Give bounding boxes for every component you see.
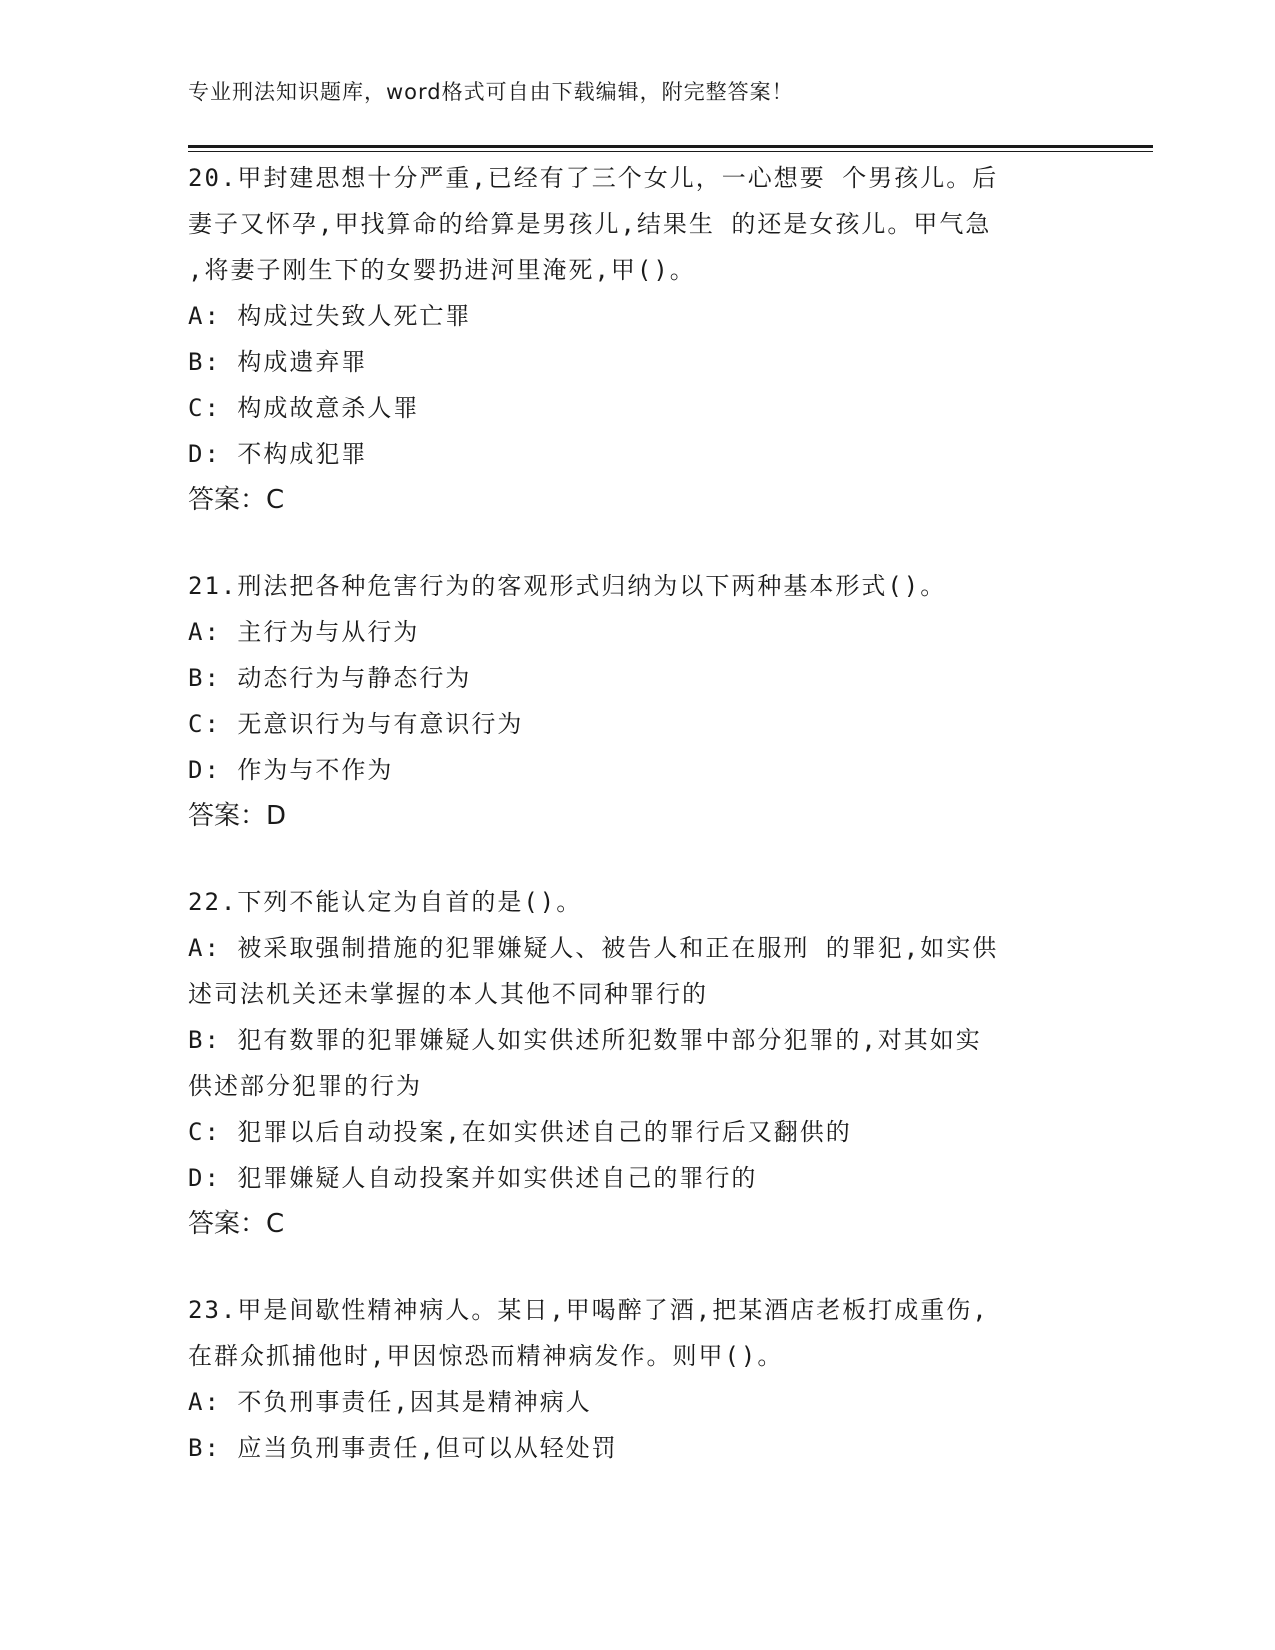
question-stem-line: 22.下列不能认定为自首的是()。 (188, 888, 583, 916)
option-a: A: 主行为与从行为 (188, 618, 420, 646)
option-b: B: 应当负刑事责任,但可以从轻处罚 (188, 1434, 618, 1462)
option-b-line: B: 犯有数罪的犯罪嫌疑人如实供述所犯数罪中部分犯罪的,对其如实 (188, 1026, 982, 1054)
option-b: B: 构成遗弃罪 (188, 348, 368, 376)
document-header: 专业刑法知识题库，word格式可自由下载编辑，附完整答案！ (188, 80, 794, 104)
answer-line: 答案：C (188, 1209, 285, 1239)
question-stem-line: 在群众抓捕他时,甲因惊恐而精神病发作。则甲()。 (188, 1342, 784, 1370)
option-b: B: 动态行为与静态行为 (188, 664, 472, 692)
question-stem-line: 20.甲封建思想十分严重,已经有了三个女儿，一心想要 个男孩儿。后 (188, 164, 999, 192)
option-d: D: 作为与不作为 (188, 756, 394, 784)
question-22 (188, 879, 1078, 1247)
question-23 (188, 1287, 1078, 1471)
answer-line: 答案：D (188, 801, 287, 831)
question-list (188, 155, 1078, 1471)
header-divider-thick (188, 145, 1153, 148)
question-stem-line: 妻子又怀孕,甲找算命的给算是男孩儿,结果生 的还是女孩儿。甲气急 (188, 210, 992, 238)
option-c: C: 无意识行为与有意识行为 (188, 710, 524, 738)
answer-line: 答案：C (188, 485, 285, 515)
option-a-line: A: 被采取强制措施的犯罪嫌疑人、被告人和正在服刑 的罪犯,如实供 (188, 934, 999, 962)
option-b-line: 供述部分犯罪的行为 (188, 1072, 422, 1100)
header-divider-thin (188, 151, 1153, 152)
question-20 (188, 155, 1078, 523)
option-a-line: 述司法机关还未掌握的本人其他不同种罪行的 (188, 980, 708, 1008)
option-a: A: 不负刑事责任,因其是精神病人 (188, 1388, 592, 1416)
option-c: C: 犯罪以后自动投案,在如实供述自己的罪行后又翻供的 (188, 1118, 852, 1146)
question-21 (188, 563, 1078, 839)
option-d: D: 犯罪嫌疑人自动投案并如实供述自己的罪行的 (188, 1164, 758, 1192)
option-c: C: 构成故意杀人罪 (188, 394, 420, 422)
question-stem-line: 21.刑法把各种危害行为的客观形式归纳为以下两种基本形式()。 (188, 572, 947, 600)
question-stem-line: ,将妻子刚生下的女婴扔进河里淹死,甲()。 (188, 256, 696, 284)
option-a: A: 构成过失致人死亡罪 (188, 302, 472, 330)
question-stem-line: 23.甲是间歇性精神病人。某日,甲喝醉了酒,把某酒店老板打成重伤, (188, 1296, 989, 1324)
option-d: D: 不构成犯罪 (188, 440, 368, 468)
